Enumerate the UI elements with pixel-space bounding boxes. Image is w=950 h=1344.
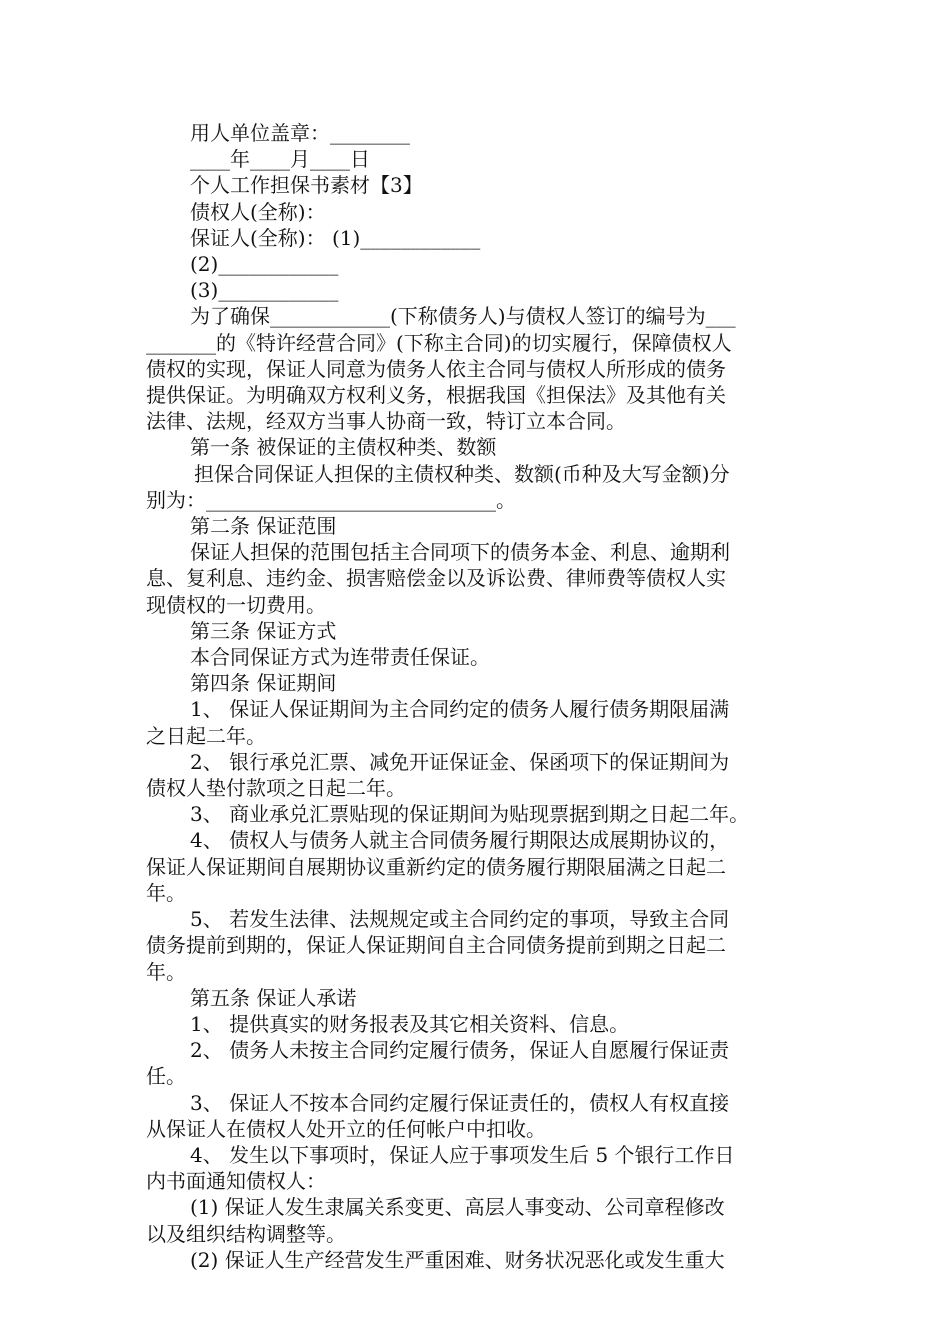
document-body — [146, 120, 811, 1273]
text-line: 第一条 被保证的主债权种类、数额 — [190, 435, 497, 460]
text-line: 2、 债务人未按主合同约定履行债务，保证人自愿履行保证责 — [190, 1038, 730, 1063]
text-line: 1、 保证人保证期间为主合同约定的债务人履行债务期限届满 — [190, 697, 730, 722]
text-line: 3、 保证人不按本合同约定履行保证责任的，债权人有权直接 — [190, 1090, 730, 1115]
text-line: 1、 提供真实的财务报表及其它相关资料、信息。 — [190, 1011, 630, 1036]
text-line: (2) 保证人生产经营发生严重困难、财务状况恶化或发生重大 — [190, 1247, 725, 1272]
text-line: 法律、法规，经双方当事人协商一致，特订立本合同。 — [146, 409, 626, 434]
text-line: 为了确保____________(下称债务人)与债权人签订的编号为___ — [190, 304, 736, 329]
text-line: 年。 — [146, 959, 186, 984]
text-line: 债务提前到期的，保证人保证期间自主合同债务提前到期之日起二 — [146, 933, 726, 958]
text-line: 之日起二年。 — [146, 723, 266, 748]
text-line: (3)____________ — [190, 278, 339, 303]
text-line: (2)____________ — [190, 252, 339, 277]
text-line: _______的《特许经营合同》(下称主合同)的切实履行，保障债权人 — [146, 330, 732, 355]
text-line: 4、 债权人与债务人就主合同债务履行期限达成展期协议的， — [190, 828, 730, 853]
text-line: 3、 商业承兑汇票贴现的保证期间为贴现票据到期之日起二年。 — [190, 802, 750, 827]
text-line: 债权人(全称)： — [190, 199, 326, 224]
text-line: (1) 保证人发生隶属关系变更、高层人事变动、公司章程修改 — [190, 1195, 725, 1220]
text-line: ____年____月____日 — [190, 147, 370, 172]
text-line: 2、 银行承兑汇票、减免开证保证金、保函项下的保证期间为 — [190, 749, 730, 774]
text-line: 息、复利息、违约金、损害赔偿金以及诉讼费、律师费等债权人实 — [146, 566, 726, 591]
text-line: 以及组织结构调整等。 — [146, 1221, 346, 1246]
text-line: 第五条 保证人承诺 — [190, 985, 357, 1010]
text-line: 第四条 保证期间 — [190, 671, 337, 696]
text-line: 第二条 保证范围 — [190, 514, 337, 539]
text-line: 现债权的一切费用。 — [146, 592, 326, 617]
text-line: 提供保证。为明确双方权利义务，根据我国《担保法》及其他有关 — [146, 383, 726, 408]
text-line: 用人单位盖章：________ — [190, 121, 410, 145]
text-line: 任。 — [146, 1064, 186, 1089]
text-line: 从保证人在债权人处开立的任何帐户中扣收。 — [146, 1116, 546, 1141]
text-line: 保证人担保的范围包括主合同项下的债务本金、利息、逾期利 — [190, 540, 730, 565]
text-line: 第三条 保证方式 — [190, 618, 337, 643]
text-line: 年。 — [146, 880, 186, 905]
text-line: 内书面通知债权人： — [146, 1169, 326, 1194]
text-line: 5、 若发生法律、法规规定或主合同约定的事项，导致主合同 — [190, 907, 730, 932]
text-line: 债权人垫付款项之日起二年。 — [146, 776, 406, 801]
text-line: 保证人(全称)： (1)____________ — [190, 225, 481, 250]
text-line: 债权的实现，保证人同意为债务人依主合同与债权人所形成的债务 — [146, 356, 726, 381]
text-line: 个人工作担保书素材【3】 — [190, 173, 423, 198]
text-line: 保证人保证期间自展期协议重新约定的债务履行期限届满之日起二 — [146, 854, 726, 879]
text-line: 本合同保证方式为连带责任保证。 — [190, 645, 490, 670]
text-line: 别为：_____________________________。 — [146, 487, 516, 512]
text-line: 4、 发生以下事项时，保证人应于事项发生后 5 个银行工作日 — [190, 1142, 735, 1167]
text-line: 担保合同保证人担保的主债权种类、数额(币种及大写金额)分 — [194, 461, 730, 486]
